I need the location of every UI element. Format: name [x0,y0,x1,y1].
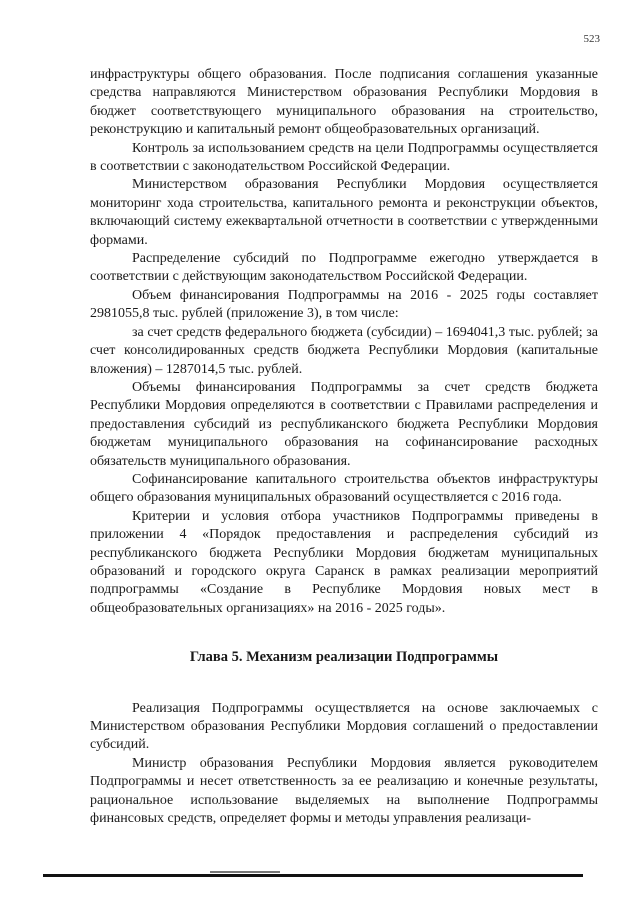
paragraph: инфраструктуры общего образования. После подписания соглашения указанные средства направляются Министерством образования Республики Мордовия в бюджет соответствующего муниципального образования на строительство, реконструкцию и капитальный ремонт общеобразовательных организаций. [90,67,598,138]
paragraph: Объем финансирования Подпрограммы на 2016 - 2025 годы составляет 2981055,8 тыс. рублей (приложение 3), в том числе: [90,287,598,322]
paragraph: Министерством образования Республики Мордовия осуществляется мониторинг хода строительства, капитального ремонта и реконструкции объектов, включающий систему ежеквартальной отчетности в соответствии с утвержденными формами. [90,177,598,248]
chapter-heading: Глава 5. Механизм реализации Подпрограммы [189,649,499,666]
paragraph: Распределение субсидий по Подпрограмме ежегодно утверждается в соответствии с действующим законодательством Российской Федерации. [90,251,598,285]
paragraph: за счет средств федерального бюджета (субсидии) – 1694041,3 тыс. рублей; за счет консолидированных средств бюджета Республики Мордовия (капитальные вложения) – 1287014,5 тыс. рублей. [90,324,598,377]
paragraph: Реализация Подпрограммы осуществляется на основе заключаемых с Министерством образования Республики Мордовия соглашений о предоставлении субсидий. [90,700,598,753]
document-body [90,66,598,828]
scan-edge-line [43,874,583,877]
paragraph: Критерии и условия отбора участников Подпрограммы приведены в приложении 4 «Порядок предоставления и распределения субсидий из республиканского бюджета Республики Мордовия бюджетам муниципальных образований и городского округа Саранск в рамках реализации мероприятий подпрограммы «Создание в Республике Мордовия новых мест в общеобразовательных организациях» на 2016 - 2025 годы». [90,508,598,616]
paragraph: Контроль за использованием средств на цели Подпрограммы осуществляется в соответствии с законодательством Российской Федерации. [90,140,598,175]
paragraph: Объемы финансирования Подпрограммы за счет средств бюджета Республики Мордовия определяются в соответствии с Правилами распределения и предоставления субсидий из республиканского бюджета Республики Мордовия бюджетам муниципального образования на софинансирование расходных обязательств муниципального образования. [90,379,598,469]
scan-artifact [210,871,280,873]
page-number: 523 [583,33,600,45]
paragraph: Министр образования Республики Мордовия является руководителем Подпрограммы и несет ответственность за ее реализацию и конечные результаты, рациональное использование выделяемых на выполнение Подпрограммы финансовых средств, определяет формы и методы управления реализаци- [90,755,598,827]
paragraph: Софинансирование капитального строительства объектов инфраструктуры общего образования муниципальных образований осуществляется с 2016 года. [90,471,598,506]
